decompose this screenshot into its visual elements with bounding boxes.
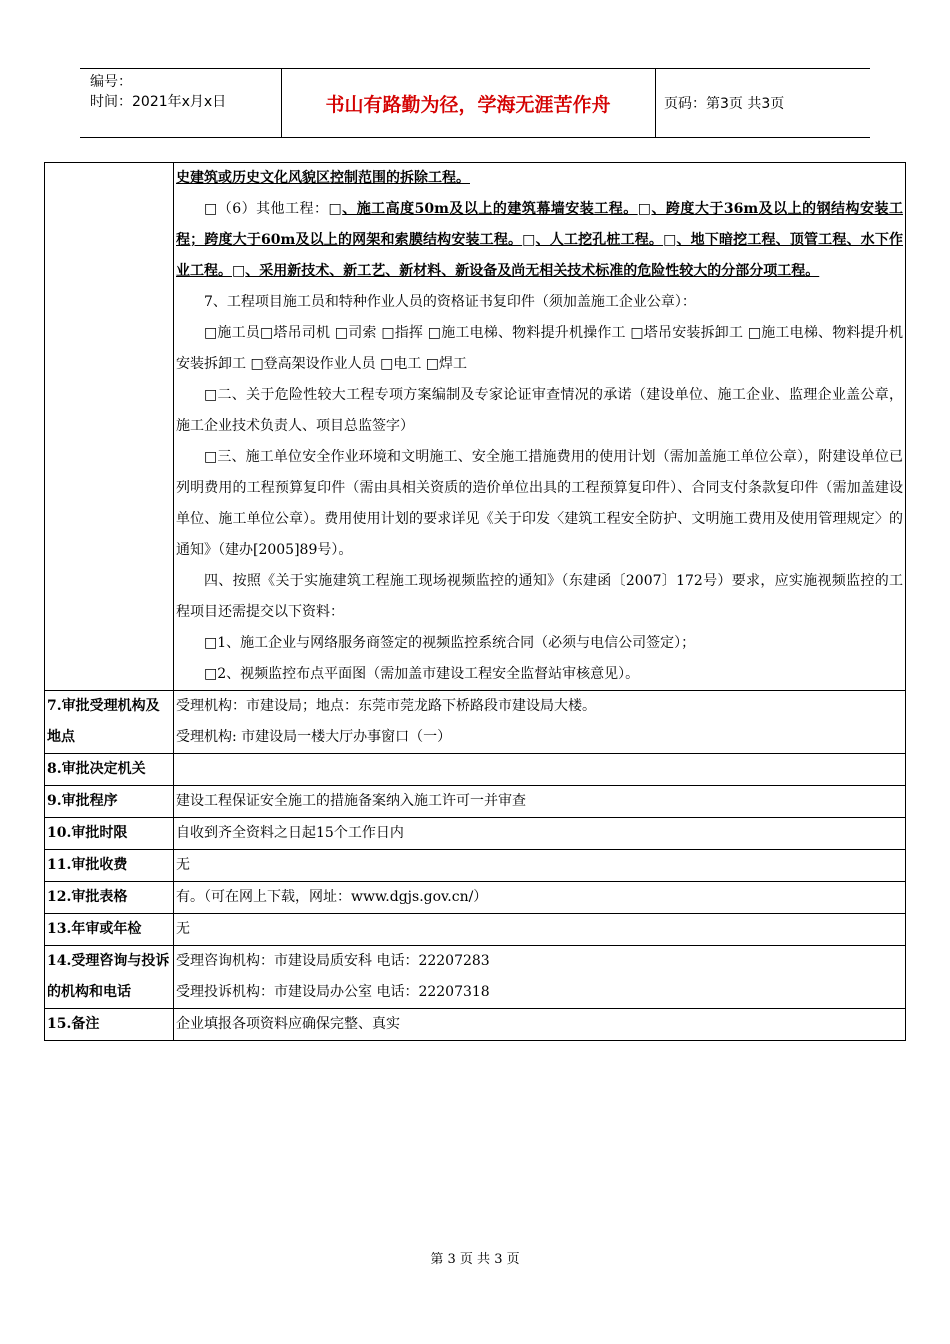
table-row [45,163,906,691]
header-meta [90,72,282,112]
doc-number-label: 编号： [90,74,132,90]
doc-time-label: 时间：2021年x月x日 [90,94,227,110]
table-row [45,691,906,754]
item-three: □三、施工单位安全作业环境和文明施工、安全施工措施费用的使用计划（需加盖施工单位公章），附建设单位已列明费用的工程预算复印件（需由具相关资质的造价单位出具的工程预算复印件）、合同支付条款复印件（需加盖建设单位、施工单位公章）。费用使用计划的要求详见《关于印发〈建筑工程安全防护、文明施工费用及使用管理规定〉的通知》（建办[2005]89号）。 [176,449,903,558]
item-four-1: □1、施工企业与网络服务商签定的视频监控系统合同（必须与电信公司签定）； [204,635,696,651]
demolition-cont: 史建筑或历史文化风貌区控制范围的拆除工程。 [176,170,470,186]
table-row [45,786,906,818]
row-label: 14.受理咨询与投诉的机构和电话 [45,946,174,1009]
row-value [174,754,906,786]
other-works: □（6）其他工程：□、施工高度50m及以上的建筑幕墙安装工程。□、跨度大于36m及以上的钢结构安装工程；跨度大于60m及以上的网架和索膜结构安装工程。□、人工挖孔桩工程。□、地下暗挖工程、顶管工程、水下作业工程。□、采用新技术、新工艺、新材料、新设备及尚无相关技术标准的危险性较大的分部分项工程。 [176,201,904,279]
header-divider [655,69,656,137]
table-row [45,850,906,882]
page-header [80,68,870,138]
table-row [45,818,906,850]
approval-table [44,162,906,1041]
row-label: 9.审批程序 [45,786,174,818]
table-row [45,946,906,1009]
item-two: □二、关于危险性较大工程专项方案编制及专家论证审查情况的承诺（建设单位、施工企业、监理企业盖公章，施工企业技术负责人、项目总监签字） [176,387,903,434]
row-label: 7.审批受理机构及地点 [45,691,174,754]
row-label: 13.年审或年检 [45,914,174,946]
item-7: 7、工程项目施工员和特种作业人员的资格证书复印件（须加盖施工企业公章）： [204,294,696,310]
row-label: 12.审批表格 [45,882,174,914]
header-motto: 书山有路勤为径，学海无涯苦作舟 [325,93,611,116]
page-footer: 第 3 页 共 3 页 [430,1252,520,1267]
row-value: 受理咨询机构：市建设局质安科 电话：22207283 受理投诉机构：市建设局办公室 电话：22207318 [174,946,906,1009]
row-value: 无 [174,914,906,946]
header-page-info: 页码：第3页 共3页 [664,96,785,112]
row-label: 15.备注 [45,1009,174,1041]
row-value: 无 [174,850,906,882]
item-four-2: □2、视频监控布点平面图（需加盖市建设工程安全监督站审核意见）。 [204,666,640,682]
row-value: 企业填报各项资料应确保完整、真实 [174,1009,906,1041]
table-row [45,882,906,914]
table-row [45,1009,906,1041]
row-label: 10.审批时限 [45,818,174,850]
row-label-empty [45,163,174,691]
row-value: 受理机构：市建设局；地点：东莞市莞龙路下桥路段市建设局大楼。 受理机构: 市建设局一楼大厅办事窗口（一） [174,691,906,754]
row-label: 11.审批收费 [45,850,174,882]
materials-cell [174,163,906,691]
table-row [45,754,906,786]
item-four: 四、按照《关于实施建筑工程施工现场视频监控的通知》（东建函〔2007〕172号）要求，应实施视频监控的工程项目还需提交以下资料： [176,573,903,620]
row-value: 自收到齐全资料之日起15个工作日内 [174,818,906,850]
row-label: 8.审批决定机关 [45,754,174,786]
item-7-list: □施工员□塔吊司机 □司索 □指挥 □施工电梯、物料提升机操作工 □塔吊安装拆卸工 □施工电梯、物料提升机安装拆卸工 □登高架设作业人员 □电工 □焊工 [176,325,903,372]
row-value: 建设工程保证安全施工的措施备案纳入施工许可一并审查 [174,786,906,818]
row-value: 有。（可在网上下载，网址：www.dgjs.gov.cn/） [174,882,906,914]
table-row [45,914,906,946]
